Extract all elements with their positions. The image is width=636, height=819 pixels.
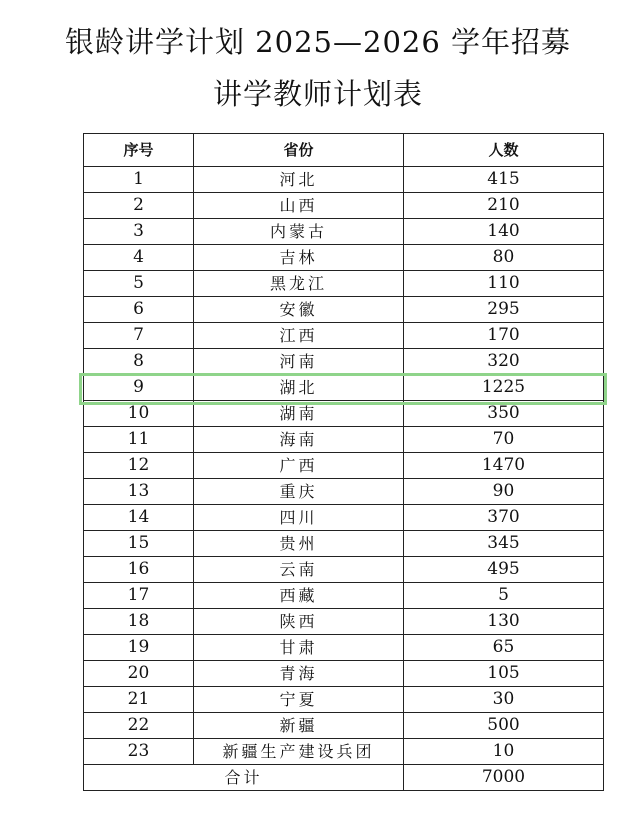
row-province: 贵州 [194, 531, 404, 557]
row-province: 新疆 [194, 713, 404, 739]
row-count: 65 [404, 635, 604, 661]
row-index: 5 [84, 271, 194, 297]
table-row [84, 583, 604, 609]
row-index: 11 [84, 427, 194, 453]
header-province: 省份 [194, 134, 404, 167]
table-header-row [84, 134, 604, 167]
row-index: 3 [84, 219, 194, 245]
row-province: 西藏 [194, 583, 404, 609]
row-province: 广西 [194, 453, 404, 479]
table-row [84, 661, 604, 687]
table-row [84, 167, 604, 193]
row-index: 9 [84, 375, 194, 401]
row-index: 12 [84, 453, 194, 479]
row-count: 140 [404, 219, 604, 245]
row-count: 370 [404, 505, 604, 531]
table-row [84, 245, 604, 271]
row-index: 8 [84, 349, 194, 375]
row-index: 1 [84, 167, 194, 193]
row-province: 海南 [194, 427, 404, 453]
table-row [84, 219, 604, 245]
row-province: 四川 [194, 505, 404, 531]
table-row [84, 609, 604, 635]
header-count: 人数 [404, 134, 604, 167]
row-count: 5 [404, 583, 604, 609]
total-value: 7000 [404, 765, 604, 791]
row-province: 安徽 [194, 297, 404, 323]
table-row [84, 427, 604, 453]
document-title-line2: 讲学教师计划表 [212, 77, 423, 111]
row-index: 7 [84, 323, 194, 349]
row-province: 重庆 [194, 479, 404, 505]
row-province: 山西 [194, 193, 404, 219]
table-row [84, 479, 604, 505]
row-index: 17 [84, 583, 194, 609]
table-row [84, 557, 604, 583]
table-row [84, 453, 604, 479]
row-index: 20 [84, 661, 194, 687]
table-row [84, 375, 604, 401]
row-index: 21 [84, 687, 194, 713]
row-province: 河南 [194, 349, 404, 375]
table-row [84, 713, 604, 739]
row-province: 陕西 [194, 609, 404, 635]
row-index: 19 [84, 635, 194, 661]
row-count: 345 [404, 531, 604, 557]
row-province: 黑龙江 [194, 271, 404, 297]
row-province: 江西 [194, 323, 404, 349]
row-count: 320 [404, 349, 604, 375]
row-count: 110 [404, 271, 604, 297]
row-count: 1225 [404, 375, 604, 401]
row-count: 415 [404, 167, 604, 193]
row-province: 新疆生产建设兵团 [194, 739, 404, 765]
row-index: 22 [84, 713, 194, 739]
row-count: 495 [404, 557, 604, 583]
row-province: 吉林 [194, 245, 404, 271]
row-count: 295 [404, 297, 604, 323]
row-count: 170 [404, 323, 604, 349]
row-count: 80 [404, 245, 604, 271]
row-index: 15 [84, 531, 194, 557]
row-index: 4 [84, 245, 194, 271]
row-index: 13 [84, 479, 194, 505]
row-province: 湖北 [194, 375, 404, 401]
row-index: 18 [84, 609, 194, 635]
row-index: 6 [84, 297, 194, 323]
row-province: 宁夏 [194, 687, 404, 713]
row-province: 甘肃 [194, 635, 404, 661]
table-row [84, 349, 604, 375]
table-row [84, 193, 604, 219]
row-count: 90 [404, 479, 604, 505]
table-row [84, 635, 604, 661]
row-province: 内蒙古 [194, 219, 404, 245]
table-row [84, 531, 604, 557]
row-index: 23 [84, 739, 194, 765]
row-index: 16 [84, 557, 194, 583]
row-count: 105 [404, 661, 604, 687]
table-row [84, 401, 604, 427]
row-count: 10 [404, 739, 604, 765]
total-row [84, 765, 604, 791]
row-index: 10 [84, 401, 194, 427]
row-province: 云南 [194, 557, 404, 583]
table-row [84, 297, 604, 323]
row-count: 130 [404, 609, 604, 635]
row-province: 河北 [194, 167, 404, 193]
row-index: 14 [84, 505, 194, 531]
row-province: 青海 [194, 661, 404, 687]
total-label: 合计 [84, 765, 404, 791]
row-index: 2 [84, 193, 194, 219]
header-index: 序号 [84, 134, 194, 167]
table-row [84, 271, 604, 297]
table-row [84, 323, 604, 349]
row-count: 1470 [404, 453, 604, 479]
row-count: 30 [404, 687, 604, 713]
table-body [84, 167, 604, 765]
row-province: 湖南 [194, 401, 404, 427]
table-row [84, 505, 604, 531]
document-title-line1: 银龄讲学计划 2025—2026 学年招募 [64, 25, 572, 59]
row-count: 500 [404, 713, 604, 739]
table-row [84, 739, 604, 765]
row-count: 210 [404, 193, 604, 219]
row-count: 70 [404, 427, 604, 453]
recruitment-table [83, 133, 604, 791]
row-count: 350 [404, 401, 604, 427]
table-row [84, 687, 604, 713]
